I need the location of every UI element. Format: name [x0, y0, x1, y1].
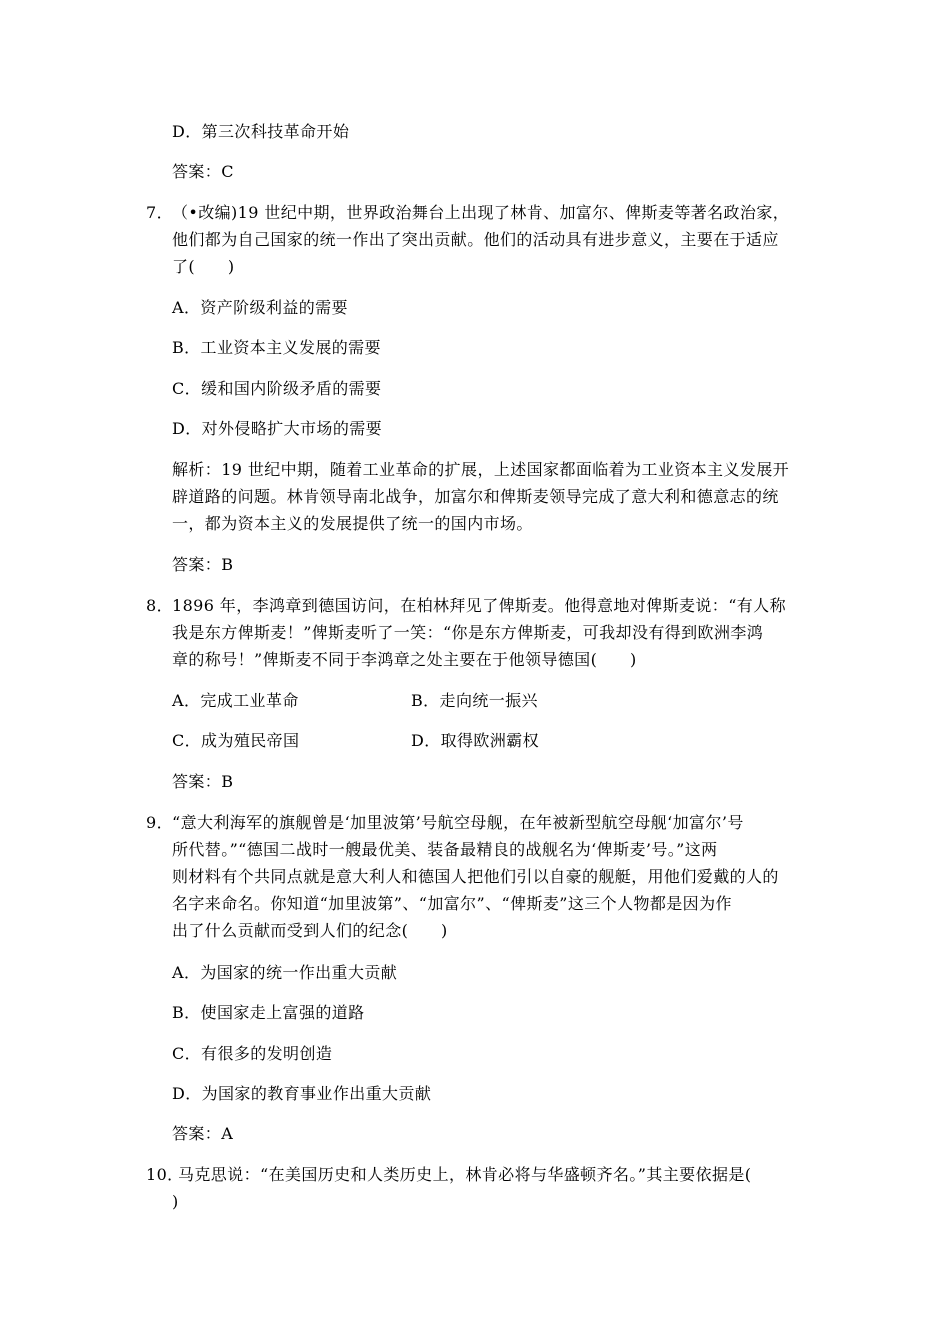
- q9-option-d: D．为国家的教育事业作出重大贡献: [172, 1084, 432, 1103]
- q7-analysis-line: 解析：19 世纪中期，随着工业革命的扩展，上述国家都面临着为工业资本主义发展开: [172, 460, 790, 479]
- q9-stem-line: 所代替。”“德国二战时一艘最优美、装备最精良的战舰名为‘俾斯麦’号。”这两: [172, 840, 718, 859]
- q8-option-b: B．走向统一振兴: [411, 691, 538, 710]
- q7-option-a: A．资产阶级利益的需要: [172, 298, 348, 317]
- q7-stem-line: （•改编)19 世纪中期，世界政治舞台上出现了林肯、加富尔、俾斯麦等著名政治家，: [172, 203, 790, 222]
- q8-stem-line: 我是东方俾斯麦！”俾斯麦听了一笑：“你是东方俾斯麦，可我却没有得到欧洲李鸿: [172, 623, 764, 642]
- q10-number: 10．: [146, 1165, 184, 1184]
- q7-option-d: D．对外侵略扩大市场的需要: [172, 419, 383, 438]
- q7-number: 7．: [146, 203, 173, 222]
- q9-option-a: A．为国家的统一作出重大贡献: [172, 963, 398, 982]
- q9-stem-line: 出了什么贡献而受到人们的纪念( ): [172, 921, 448, 940]
- q7-stem-line: 他们都为自己国家的统一作出了突出贡献。他们的活动具有进步意义，主要在于适应: [172, 230, 779, 249]
- q9-number: 9．: [146, 813, 173, 832]
- q8-option-a: A．完成工业革命: [172, 691, 299, 710]
- q9-stem-line: 则材料有个共同点就是意大利人和德国人把他们引以自豪的舰艇，用他们爱戴的人的: [172, 867, 779, 886]
- q9-option-c: C．有很多的发明创造: [172, 1044, 333, 1063]
- q7-answer: 答案：B: [172, 555, 234, 574]
- q10-stem-line: 马克思说：“在美国历史和人类历史上，林肯必将与华盛顿齐名。”其主要依据是(: [178, 1165, 752, 1184]
- q8-stem-line: 1896 年，李鸿章到德国访问，在柏林拜见了俾斯麦。他得意地对俾斯麦说：“有人称: [172, 596, 786, 615]
- q9-stem-line: “意大利海军的旗舰曾是‘加里波第’号航空母舰，在年被新型航空母舰‘加富尔’号: [172, 813, 744, 832]
- q9-stem: [172, 809, 812, 944]
- q6-option-d: D．第三次科技革命开始: [172, 122, 350, 141]
- q8-stem-line: 章的称号！”俾斯麦不同于李鸿章之处主要在于他领导德国( ): [172, 650, 637, 669]
- q7-stem-line: 了( ): [172, 257, 235, 276]
- q8-option-d: D．取得欧洲霸权: [411, 731, 540, 750]
- q9-stem-line: 名字来命名。你知道“加里波第”、“加富尔”、“俾斯麦”这三个人物都是因为作: [172, 894, 732, 913]
- q7-analysis: [172, 456, 812, 537]
- q10-stem-line: ): [172, 1192, 179, 1211]
- q8-stem: [172, 592, 812, 673]
- q8-answer: 答案：B: [172, 772, 234, 791]
- q10-stem: [178, 1161, 818, 1188]
- q7-stem: [172, 199, 812, 280]
- q6-answer: 答案：C: [172, 162, 234, 181]
- q8-option-c: C．成为殖民帝国: [172, 731, 300, 750]
- q7-analysis-line: 一，都为资本主义的发展提供了统一的国内市场。: [172, 514, 533, 533]
- q8-number: 8．: [146, 596, 173, 615]
- q9-option-b: B．使国家走上富强的道路: [172, 1003, 365, 1022]
- q9-answer: 答案：A: [172, 1124, 234, 1143]
- q7-option-c: C．缓和国内阶级矛盾的需要: [172, 379, 382, 398]
- q7-option-b: B．工业资本主义发展的需要: [172, 338, 381, 357]
- q7-analysis-line: 辟道路的问题。林肯领导南北战争，加富尔和俾斯麦领导完成了意大利和德意志的统: [172, 487, 779, 506]
